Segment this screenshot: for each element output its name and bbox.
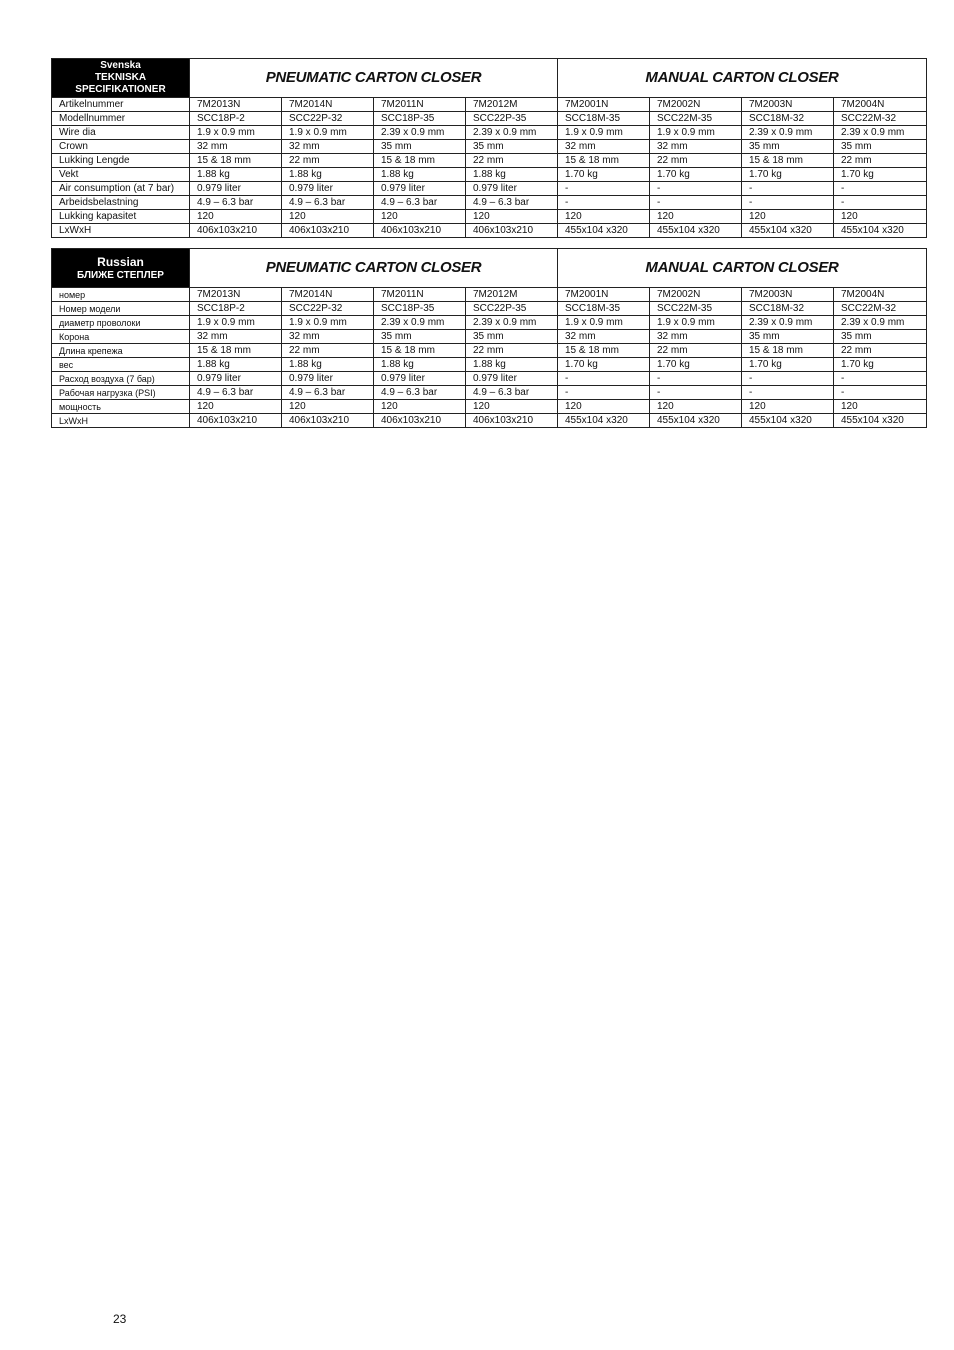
row-label: Номер модели [52,302,190,316]
table-cell: 406x103x210 [374,224,466,238]
table-cell: 406x103x210 [190,414,282,428]
table-cell: - [742,386,834,400]
table-cell: 1.70 kg [742,168,834,182]
table-cell: 120 [374,400,466,414]
table-cell: 32 mm [282,330,374,344]
table-row [52,98,927,112]
table-cell: SCC18P-35 [374,112,466,126]
table-row [52,112,927,126]
table-row [52,316,927,330]
table-row [52,414,927,428]
table-cell: 1.70 kg [650,168,742,182]
language-subtitle: SPECIFIKATIONER [75,84,166,95]
table-cell: 406x103x210 [466,224,558,238]
table-cell: 15 & 18 mm [558,344,650,358]
table-cell: 2.39 x 0.9 mm [374,316,466,330]
table-cell: 35 mm [466,140,558,154]
table-cell: SCC22P-35 [466,302,558,316]
table-cell: SCC22M-32 [834,112,927,126]
table-cell: 15 & 18 mm [374,154,466,168]
table-row [52,400,927,414]
table-cell: 455x104 x320 [650,414,742,428]
table-row [52,386,927,400]
row-label: диаметр проволоки [52,316,190,330]
table-cell: 7M2001N [558,288,650,302]
table-cell: 22 mm [282,154,374,168]
table-cell: 455x104 x320 [742,414,834,428]
table-cell: 0.979 liter [282,372,374,386]
table-cell: 2.39 x 0.9 mm [466,316,558,330]
table-cell: 120 [374,210,466,224]
table-row [52,182,927,196]
table-cell: 0.979 liter [374,372,466,386]
table-cell: 22 mm [834,154,927,168]
table-cell: 2.39 x 0.9 mm [742,126,834,140]
table-cell: 2.39 x 0.9 mm [834,316,927,330]
table-cell: 120 [834,210,927,224]
table-cell: 1.70 kg [650,358,742,372]
table-cell: 0.979 liter [466,372,558,386]
table-cell: 7M2002N [650,288,742,302]
group-header-manual: MANUAL CARTON CLOSER [558,59,927,98]
table-cell: SCC22P-35 [466,112,558,126]
table-cell: - [558,196,650,210]
group-header-manual: MANUAL CARTON CLOSER [558,249,927,288]
table-cell: 7M2003N [742,288,834,302]
table-cell: 7M2004N [834,288,927,302]
table-cell: 1.88 kg [282,358,374,372]
table-cell: 22 mm [466,344,558,358]
table-cell: 15 & 18 mm [190,154,282,168]
table-cell: 35 mm [466,330,558,344]
table-cell: 4.9 – 6.3 bar [374,386,466,400]
table-row [52,168,927,182]
table-row [52,288,927,302]
row-label: Рабочая нагрузка (PSI) [52,386,190,400]
row-label: Crown [52,140,190,154]
table-cell: 1.70 kg [558,358,650,372]
row-label: Arbeidsbelastning [52,196,190,210]
table-cell: 4.9 – 6.3 bar [282,196,374,210]
table-cell: 120 [190,210,282,224]
table-cell: 1.88 kg [282,168,374,182]
table-cell: 32 mm [650,140,742,154]
table-cell: 120 [558,400,650,414]
table-cell: 1.88 kg [190,358,282,372]
table-cell: 120 [650,400,742,414]
table-cell: SCC18M-35 [558,302,650,316]
table-cell: 4.9 – 6.3 bar [282,386,374,400]
table-row [52,196,927,210]
table-cell: 1.9 x 0.9 mm [558,126,650,140]
table-cell: 120 [558,210,650,224]
row-label: LxWxH [52,224,190,238]
table-cell: 35 mm [742,140,834,154]
language-title: Svenska [100,60,141,71]
table-cell: 35 mm [374,140,466,154]
table-cell: 406x103x210 [374,414,466,428]
table-cell: 455x104 x320 [834,224,927,238]
spec-table-svenska [51,58,927,238]
table-cell: 0.979 liter [466,182,558,196]
table-cell: - [742,182,834,196]
table-cell: 2.39 x 0.9 mm [834,126,927,140]
table-cell: 32 mm [190,140,282,154]
table-row [52,210,927,224]
table-cell: 1.9 x 0.9 mm [190,316,282,330]
table-cell: 1.9 x 0.9 mm [190,126,282,140]
row-label: LxWxH [52,414,190,428]
table-header-row [52,59,927,98]
row-label: Lukking Lengde [52,154,190,168]
table-cell: 7M2002N [650,98,742,112]
table-cell: 22 mm [282,344,374,358]
table-cell: 15 & 18 mm [742,154,834,168]
table-cell: 406x103x210 [466,414,558,428]
table-cell: 0.979 liter [190,372,282,386]
table-cell: - [558,386,650,400]
table-cell: - [650,372,742,386]
table-cell: 120 [466,210,558,224]
table-cell: 2.39 x 0.9 mm [466,126,558,140]
table-cell: 4.9 – 6.3 bar [374,196,466,210]
table-cell: - [558,372,650,386]
table-cell: 1.9 x 0.9 mm [650,316,742,330]
table-cell: - [742,196,834,210]
table-cell: 120 [742,400,834,414]
table-cell: SCC22M-35 [650,302,742,316]
table-cell: 0.979 liter [374,182,466,196]
table-cell: 22 mm [650,154,742,168]
table-cell: 120 [650,210,742,224]
row-label: Длина крепежа [52,344,190,358]
table-cell: - [742,372,834,386]
group-header-pneumatic: PNEUMATIC CARTON CLOSER [190,59,558,98]
table-cell: 7M2013N [190,288,282,302]
table-cell: SCC18P-2 [190,112,282,126]
table-cell: 1.70 kg [834,358,927,372]
table-header-row [52,249,927,288]
table-cell: - [834,182,927,196]
table-cell: 1.88 kg [374,168,466,182]
table-cell: 4.9 – 6.3 bar [190,386,282,400]
table-row [52,140,927,154]
table-cell: 120 [282,400,374,414]
table-cell: 32 mm [190,330,282,344]
table-cell: 32 mm [558,140,650,154]
table-cell: 455x104 x320 [834,414,927,428]
table-cell: 1.88 kg [374,358,466,372]
table-cell: 15 & 18 mm [742,344,834,358]
table-cell: 7M2012M [466,98,558,112]
table-cell: 15 & 18 mm [190,344,282,358]
row-label: Расход воздуха (7 бар) [52,372,190,386]
table-cell: 7M2012M [466,288,558,302]
table-cell: 120 [834,400,927,414]
table-cell: 4.9 – 6.3 bar [466,196,558,210]
table-cell: SCC18P-35 [374,302,466,316]
table-cell: 1.88 kg [466,358,558,372]
table-cell: 1.9 x 0.9 mm [558,316,650,330]
language-label [52,59,190,98]
table-cell: - [650,386,742,400]
language-title: Russian [97,254,144,269]
table-cell: 455x104 x320 [558,224,650,238]
table-row [52,302,927,316]
table-cell: 22 mm [650,344,742,358]
table-cell: 7M2013N [190,98,282,112]
table-cell: 7M2004N [834,98,927,112]
table-cell: 15 & 18 mm [374,344,466,358]
row-label: вес [52,358,190,372]
table-cell: 406x103x210 [190,224,282,238]
row-label: Lukking kapasitet [52,210,190,224]
table-row [52,224,927,238]
table-cell: 2.39 x 0.9 mm [374,126,466,140]
row-label: Vekt [52,168,190,182]
table-cell: 35 mm [834,140,927,154]
table-cell: 1.70 kg [558,168,650,182]
table-cell: 1.70 kg [834,168,927,182]
table-cell: 7M2014N [282,98,374,112]
table-cell: SCC22M-35 [650,112,742,126]
table-cell: 22 mm [834,344,927,358]
table-row [52,126,927,140]
spec-table-russian [51,248,927,428]
table-cell: 120 [466,400,558,414]
table-cell: 7M2011N [374,288,466,302]
table-row [52,344,927,358]
table-cell: 4.9 – 6.3 bar [190,196,282,210]
table-cell: 1.88 kg [466,168,558,182]
table-cell: 7M2011N [374,98,466,112]
table-cell: - [834,386,927,400]
table-cell: 7M2001N [558,98,650,112]
language-subtitle: TEKNISKA [94,72,147,83]
table-cell: - [558,182,650,196]
table-cell: 455x104 x320 [650,224,742,238]
table-cell: SCC18M-35 [558,112,650,126]
row-label: Корона [52,330,190,344]
table-cell: - [650,196,742,210]
table-cell: 35 mm [834,330,927,344]
table-cell: 455x104 x320 [558,414,650,428]
row-label: Modellnummer [52,112,190,126]
table-cell: 1.9 x 0.9 mm [650,126,742,140]
table-cell: 1.9 x 0.9 mm [282,126,374,140]
table-cell: 32 mm [650,330,742,344]
table-cell: 1.88 kg [190,168,282,182]
table-cell: 1.9 x 0.9 mm [282,316,374,330]
row-label: Artikelnummer [52,98,190,112]
table-cell: SCC18M-32 [742,302,834,316]
table-cell: 0.979 liter [282,182,374,196]
table-cell: 35 mm [374,330,466,344]
table-cell: 0.979 liter [190,182,282,196]
table-cell: 7M2003N [742,98,834,112]
group-header-pneumatic: PNEUMATIC CARTON CLOSER [190,249,558,288]
table-cell: 22 mm [466,154,558,168]
table-cell: SCC22M-32 [834,302,927,316]
table-cell: SCC18M-32 [742,112,834,126]
table-cell: - [650,182,742,196]
table-cell: 1.70 kg [742,358,834,372]
table-cell: SCC22P-32 [282,112,374,126]
table-cell: 7M2014N [282,288,374,302]
page-number: 23 [113,1312,127,1326]
table-row [52,330,927,344]
row-label: Wire dia [52,126,190,140]
table-cell: 2.39 x 0.9 mm [742,316,834,330]
table-cell: - [834,372,927,386]
language-subtitle: БЛИЖЕ СТЕПЛЕР [77,269,164,281]
table-cell: SCC18P-2 [190,302,282,316]
row-label: мощность [52,400,190,414]
language-label [52,249,190,288]
table-cell: 120 [282,210,374,224]
table-cell: - [834,196,927,210]
table-cell: SCC22P-32 [282,302,374,316]
table-cell: 32 mm [558,330,650,344]
table-row [52,372,927,386]
table-cell: 120 [190,400,282,414]
table-cell: 4.9 – 6.3 bar [466,386,558,400]
table-cell: 455x104 x320 [742,224,834,238]
table-cell: 32 mm [282,140,374,154]
row-label: Air consumption (at 7 bar) [52,182,190,196]
table-cell: 35 mm [742,330,834,344]
table-cell: 15 & 18 mm [558,154,650,168]
table-cell: 406x103x210 [282,224,374,238]
table-cell: 120 [742,210,834,224]
table-row [52,154,927,168]
table-row [52,358,927,372]
table-cell: 406x103x210 [282,414,374,428]
row-label: номер [52,288,190,302]
